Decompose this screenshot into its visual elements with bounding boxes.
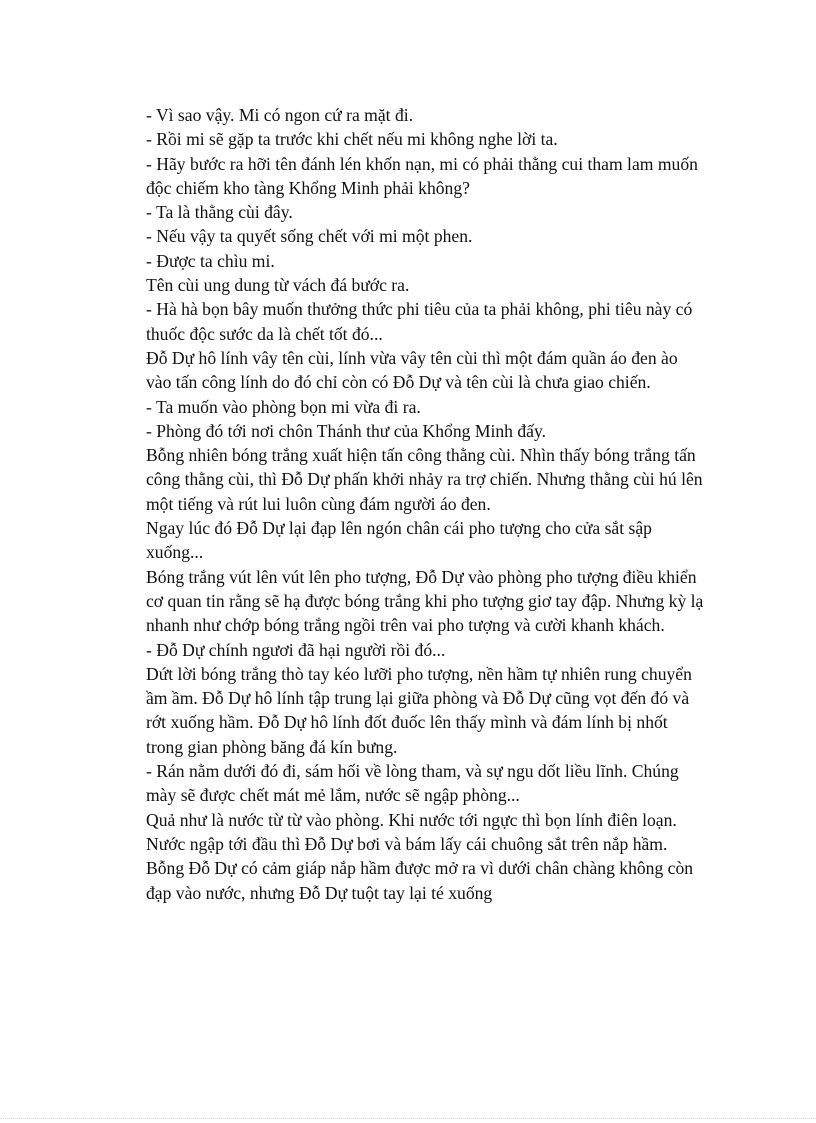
- paragraph-narration: Nước ngập tới đầu thì Đỗ Dự bơi và bám lấy cái chuông sắt trên nắp hầm. Bỗng Đỗ Dự có cảm giáp nắp hầm được mở ra vì dưới chân chàng không còn đạp vào nước, nhưng Đỗ Dự tuột tay lại té xuống: [146, 833, 694, 903]
- paragraph-narration: Bóng trắng vút lên vút lên pho tượng, Đỗ Dự vào phòng pho tượng điều khiển cơ quan tin rằng sẽ hạ được bóng trắng khi pho tượng giơ tay đập. Nhưng kỳ lạ nhanh như chớp bóng trắng ngồi trên vai pho tượng và cười khanh khách.: [146, 566, 704, 636]
- paragraph-dialogue: - Hãy bước ra hỡi tên đánh lén khốn nạn, mi có phải thằng cui tham lam muốn độc chiếm kho tàng Khổng Minh phải không?: [146, 153, 698, 198]
- paragraph-dialogue: - Đỗ Dự chính ngươi đã hại người rồi đó...: [146, 639, 446, 660]
- paragraph-dialogue: - Được ta chìu mi.: [146, 250, 275, 271]
- paragraph-dialogue: - Nếu vậy ta quyết sống chết với mi một phen.: [146, 226, 473, 247]
- paragraph-dialogue: - Rán nằm dưới đó đi, sám hối về lòng tham, và sự ngu dốt liều lĩnh. Chúng mày sẽ được chết mát mẻ lắm, nước sẽ ngập phòng...: [146, 761, 679, 806]
- paragraph-narration: Ngay lúc đó Đỗ Dự lại đạp lên ngón chân cái pho tượng cho cửa sắt sập xuống...: [146, 518, 652, 563]
- page-bottom-divider: [0, 1118, 816, 1119]
- paragraph-dialogue: - Phòng đó tới nơi chôn Thánh thư của Khổng Minh đấy.: [146, 420, 547, 441]
- paragraph-dialogue: - Ta là thằng cùi đây.: [146, 202, 293, 223]
- paragraph-dialogue: - Rồi mi sẽ gặp ta trước khi chết nếu mi không nghe lời ta.: [146, 129, 558, 150]
- paragraph-narration: Quả như là nước từ từ vào phòng. Khi nước tới ngực thì bọn lính điên loạn.: [146, 809, 677, 830]
- paragraph-narration: Tên cùi ung dung từ vách đá bước ra.: [146, 275, 410, 296]
- paragraph-dialogue: - Hà hà bọn bây muốn thưởng thức phi tiêu của ta phải không, phi tiêu này có thuốc độc sước da là chết tốt đó...: [146, 299, 693, 344]
- document-body: [146, 103, 706, 905]
- paragraph-narration: Dứt lời bóng trắng thò tay kéo lưỡi pho tượng, nền hầm tự nhiên rung chuyển ầm ầm. Đỗ Dự hô lính tập trung lại giữa phòng và Đỗ Dự cũng vọt đến đó và rớt xuống hầm. Đỗ Dự hô lính đốt đuốc lên thấy mình và đám lính bị nhốt trong gian phòng băng đá kín bưng.: [146, 663, 692, 757]
- paragraph-narration: Đỗ Dự hô lính vây tên cùi, lính vừa vây tên cùi thì một đám quần áo đen ào vào tấn công lính do đó chỉ còn có Đỗ Dự và tên cùi là chưa giao chiến.: [146, 347, 678, 393]
- paragraph-narration: Bỗng nhiên bóng trắng xuất hiện tấn công thằng cùi. Nhìn thấy bóng trắng tấn công thằng cùi, thì Đỗ Dự phấn khởi nhảy ra trợ chiến. Nhưng thằng cùi hú lên một tiếng và rút lui luôn cùng đám người áo đen.: [146, 445, 703, 514]
- paragraph-dialogue: - Vì sao vậy. Mi có ngon cứ ra mặt đi.: [146, 105, 414, 125]
- paragraph-dialogue: - Ta muốn vào phòng bọn mi vừa đi ra.: [146, 396, 421, 417]
